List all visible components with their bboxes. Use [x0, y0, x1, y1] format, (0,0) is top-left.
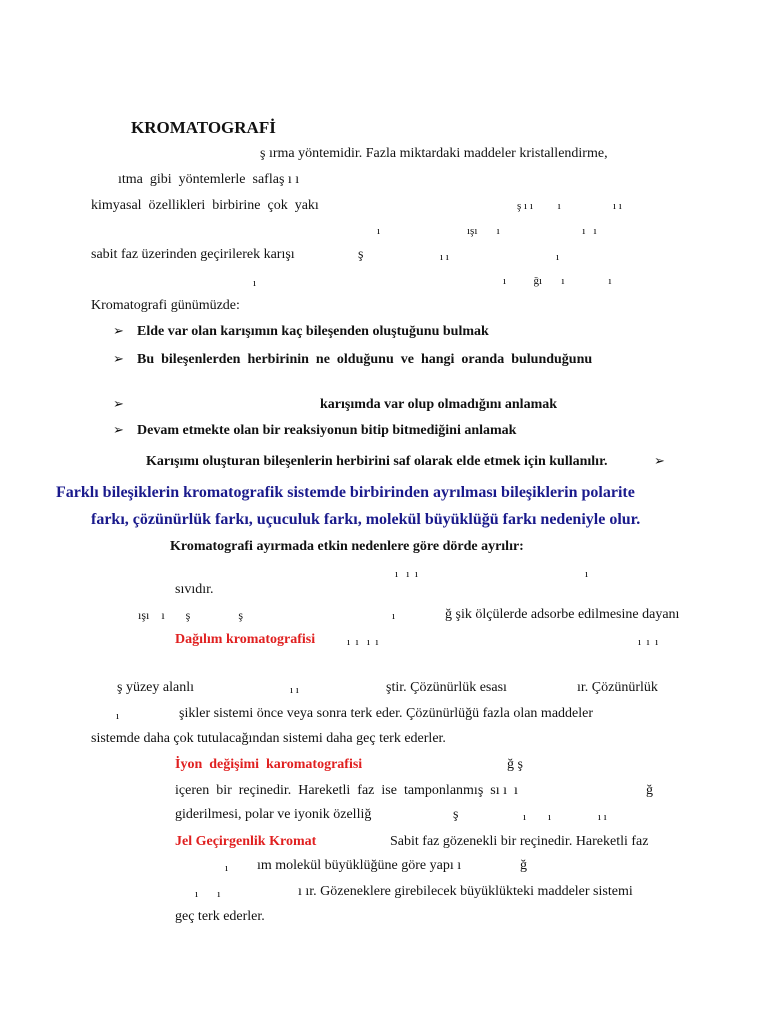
text-line: sıvıdır. — [175, 582, 214, 597]
text-fragment: ı ı — [195, 888, 221, 900]
text-line: ım molekül büyüklüğüne göre yapı ı — [257, 858, 462, 873]
text-fragment: ı ı ı ı — [347, 636, 379, 648]
bullet-item: Bu bileşenlerden herbirinin ne olduğunu ve hangi oranda bulunduğunu — [137, 352, 593, 367]
text-line: kimyasal özellikleri birbirine çok yakı — [91, 198, 319, 213]
subsection-title: Jel Geçirgenlik Kromat — [175, 834, 317, 849]
text-fragment: ır. Çözünürlük — [577, 680, 658, 695]
bullet-item: Karışımı oluşturan bileşenlerin herbirini saf olarak elde etmek için kullanılır. — [146, 454, 608, 469]
text-fragment: ı — [585, 568, 589, 580]
page-title: KROMATOGRAFİ — [131, 118, 276, 137]
text-fragment: ğ ş — [507, 757, 523, 772]
subsection-title: İyon değişimi karomatografisi — [175, 757, 363, 772]
section-heading: Kromatografi ayırmada etkin nedenlere göre dörde ayrılır: — [170, 539, 524, 554]
text-fragment: ışı ı ş ş — [138, 608, 244, 622]
bullet-arrow-icon: ➢ — [654, 453, 665, 468]
highlight-line: Farklı bileşiklerin kromatografik sistemde birbirinden ayrılması bileşiklerin polarite — [56, 484, 635, 501]
text-line: ğ şik ölçülerde adsorbe edilmesine dayanı — [445, 607, 680, 622]
bullet-arrow-icon: ➢ — [113, 422, 124, 437]
text-fragment: ı ğı ı ı — [503, 275, 612, 287]
bullet-item: Devam etmekte olan bir reaksiyonun bitip bitmediğini anlamak — [137, 423, 517, 438]
bullet-arrow-icon: ➢ — [113, 396, 124, 411]
text-fragment: ş — [358, 247, 364, 262]
text-line: sabit faz üzerinden geçirilerek karışı — [91, 247, 295, 262]
text-fragment: ğ — [646, 783, 653, 798]
text-line: giderilmesi, polar ve iyonik özelliğ — [175, 807, 372, 822]
text-fragment: ı ı — [290, 684, 299, 696]
text-fragment: ş — [453, 807, 459, 822]
text-fragment: ı ı ı — [395, 568, 418, 580]
text-fragment: ı ı — [440, 251, 449, 263]
text-fragment: ı — [225, 862, 229, 874]
subsection-title: Dağılım kromatografisi — [175, 632, 316, 647]
text-fragment: ğ — [520, 858, 527, 873]
text-line: şikler sistemi önce veya sonra terk eder. Çözünürlüğü fazla olan maddeler — [179, 706, 594, 721]
text-fragment: ş ı ı ı ı ı — [517, 200, 622, 212]
text-line: Sabit faz gözenekli bir reçinedir. Hareketli faz — [390, 834, 649, 849]
text-line: ı ır. Gözeneklere girebilecek büyüklükteki maddeler sistemi — [298, 884, 633, 899]
text-fragment: ışı ı ı ı — [467, 225, 597, 237]
text-fragment: ı — [556, 251, 560, 263]
text-fragment: ştir. Çözünürlük esası — [386, 680, 507, 695]
text-line: içeren bir reçinedir. Hareketli faz ise tamponlanmış sı ı ı — [175, 783, 518, 798]
text-line: ıtma gibi yöntemlerle saflaş ı ı — [118, 172, 300, 187]
bullet-item: karışımda var olup olmadığını anlamak — [320, 397, 558, 412]
text-fragment: ı ı ı ı — [523, 811, 607, 823]
bullet-item: Elde var olan karışımın kaç bileşenden oluştuğunu bulmak — [137, 324, 489, 339]
bullet-arrow-icon: ➢ — [113, 351, 124, 366]
bullet-arrow-icon: ➢ — [113, 323, 124, 338]
text-line: geç terk ederler. — [175, 909, 265, 924]
text-line: Kromatografi günümüzde: — [91, 298, 240, 313]
text-fragment: ı — [253, 277, 257, 289]
text-fragment: ı — [392, 610, 396, 622]
text-line: ş yüzey alanlı — [117, 680, 194, 695]
text-fragment: ı — [377, 225, 381, 237]
text-fragment: ı ı ı — [638, 636, 659, 648]
text-line: sistemde daha çok tutulacağından sistemi daha geç terk ederler. — [91, 731, 446, 746]
text-line: ş ırma yöntemidir. Fazla miktardaki maddeler kristallendirme, — [260, 146, 608, 161]
highlight-line: farkı, çözünürlük farkı, uçuculuk farkı, molekül büyüklüğü farkı nedeniyle olur. — [91, 511, 641, 528]
text-fragment: ı — [116, 710, 120, 722]
